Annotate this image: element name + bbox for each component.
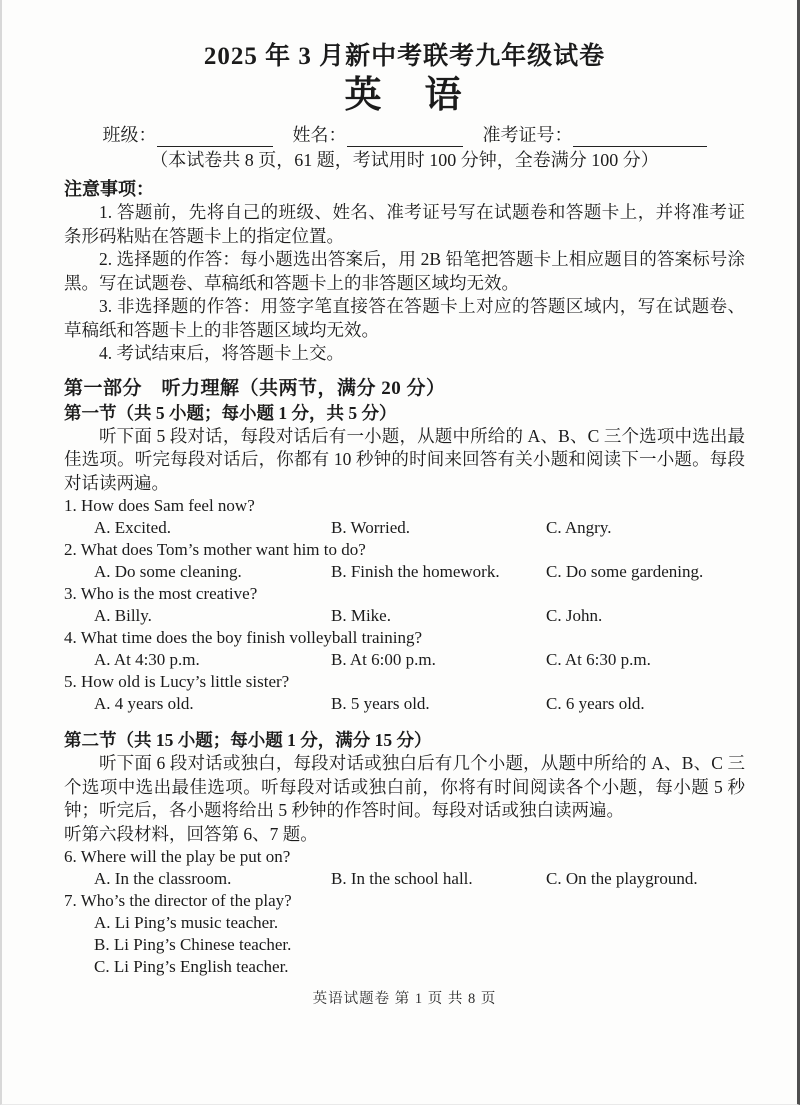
option-c: C. 6 years old. (546, 694, 645, 713)
option-a: A. Excited. (94, 518, 171, 537)
option-a: A. Do some cleaning. (94, 562, 242, 581)
student-info-row (64, 123, 745, 147)
option-c: C. Do some gardening. (546, 562, 704, 581)
question-7 (64, 890, 745, 978)
exam-id-blank-line (573, 129, 707, 147)
question-text: 1. How does Sam feel now? (64, 496, 255, 515)
option-a: A. 4 years old. (94, 694, 194, 713)
option-a: A. In the classroom. (94, 869, 232, 888)
question-6 (64, 846, 745, 890)
option-c: C. John. (546, 606, 603, 625)
subject-title: 英 语 (344, 75, 465, 116)
name-blank-line (347, 129, 463, 147)
paper-info: （本试卷共 8 页，61 题，考试用时 100 分钟，全卷满分 100 分） (150, 150, 659, 170)
name-label: 姓名： (292, 125, 347, 145)
class-field (103, 123, 273, 147)
question-1 (64, 495, 745, 539)
question-text: 3. Who is the most creative? (64, 584, 258, 603)
notice-item-1: 1. 答题前，先将自己的班级、姓名、准考证号写在试题卷和答题卡上，并将准考证条形码粘贴在答题卡上的指定位置。 (64, 202, 745, 246)
section1-heading: 第一节（共 5 小题；每小题 1 分，共 5 分） (64, 402, 397, 423)
name-field (293, 123, 463, 147)
option-b: B. In the school hall. (331, 869, 473, 888)
question-text: 5. How old is Lucy’s little sister? (64, 672, 290, 691)
option-c: C. Li Ping’s English teacher. (94, 957, 289, 976)
section2-intro: 听下面 6 段对话或独白，每段对话或独白后有几个小题，从题中所给的 A、B、C 三个选项中选出最佳选项。听每段对话或独白前，你将有时间阅读各个小题，每小题 5 秒钟；听完后，各小题将给出 5 秒钟的作答时间。每段对话或独白读两遍。 (64, 753, 745, 820)
question-text: 2. What does Tom’s mother want him to do? (64, 540, 366, 559)
option-b: B. Finish the homework. (331, 562, 500, 581)
option-c: C. On the playground. (546, 869, 698, 888)
question-4 (64, 627, 745, 671)
question-2 (64, 539, 745, 583)
exam-id-field (483, 123, 707, 147)
question-text: 7. Who’s the director of the play? (64, 891, 292, 910)
question-5 (64, 671, 745, 715)
options-row (64, 561, 745, 583)
option-b: B. Li Ping’s Chinese teacher. (94, 935, 292, 954)
option-a: A. At 4:30 p.m. (94, 650, 200, 669)
exam-title: 2025 年 3 月新中考联考九年级试卷 (203, 43, 606, 70)
options-row (64, 868, 745, 890)
class-label: 班级： (102, 125, 157, 145)
exam-id-label: 准考证号： (482, 125, 573, 145)
options-stacked (64, 912, 745, 978)
option-a: A. Billy. (94, 606, 152, 625)
option-c: C. Angry. (546, 518, 612, 537)
notice-item-4: 4. 考试结束后，将答题卡上交。 (99, 343, 344, 363)
option-a: A. Li Ping’s music teacher. (94, 913, 279, 932)
question-text: 6. Where will the play be put on? (64, 847, 291, 866)
notice-item-2: 2. 选择题的作答：每小题选出答案后，用 2B 铅笔把答题卡上相应题目的答案标号涂黑。写在试题卷、草稿纸和答题卡上的非答题区域均无效。 (64, 249, 745, 293)
options-row (64, 693, 745, 715)
section2-heading: 第二节（共 15 小题；每小题 1 分，满分 15 分） (64, 730, 432, 750)
options-row (64, 649, 745, 671)
notice-heading: 注意事项： (64, 179, 154, 199)
question-3 (64, 583, 745, 627)
options-row (64, 605, 745, 627)
option-b: B. Worried. (331, 518, 411, 537)
page-footer: 英语试题卷 第 1 页 共 8 页 (312, 991, 497, 1007)
notice-item-3: 3. 非选择题的作答：用签字笔直接答在答题卡上对应的答题区域内，写在试题卷、草稿纸和答题卡上的非答题区域均无效。 (64, 296, 745, 340)
class-blank-line (157, 129, 273, 147)
question-text: 4. What time does the boy finish volleyball training? (64, 628, 423, 647)
options-row (64, 517, 745, 539)
option-b: B. At 6:00 p.m. (331, 650, 436, 669)
option-b: B. Mike. (331, 606, 391, 625)
option-b: B. 5 years old. (331, 694, 430, 713)
section1-intro: 听下面 5 段对话，每段对话后有一小题，从题中所给的 A、B、C 三个选项中选出最佳选项。听完每段对话后，你都有 10 秒钟的时间来回答有关小题和阅读下一小题。每段对话读两遍。 (64, 425, 745, 493)
part1-heading: 第一部分 听力理解（共两节，满分 20 分） (64, 377, 446, 399)
option-c: C. At 6:30 p.m. (546, 650, 651, 669)
material-note: 听第六段材料，回答第 6、7 题。 (64, 823, 318, 844)
